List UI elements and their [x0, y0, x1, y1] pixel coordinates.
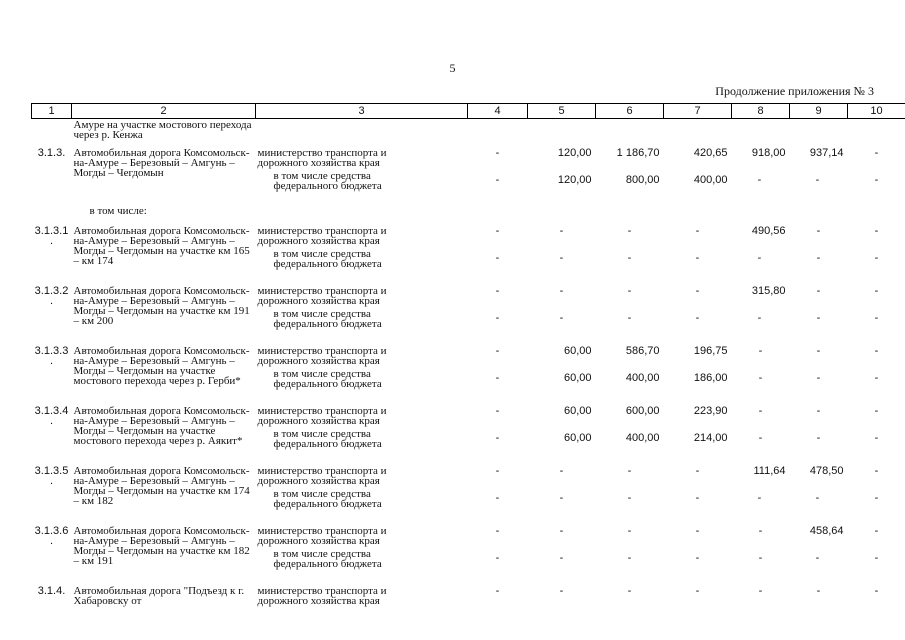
- value-cell: [732, 404, 790, 464]
- responsible-main: [258, 464, 466, 489]
- row-code: [32, 224, 72, 284]
- value-main: 458,64: [809, 525, 844, 537]
- value-main: -: [559, 225, 564, 237]
- col-header: 10: [848, 104, 905, 119]
- value-federal: -: [815, 492, 820, 504]
- value-main: -: [874, 147, 879, 159]
- row-name: Автомобильная дорога Комсомольск-на-Амуре – Березовый – Амгунь – Могды – Чегдомын на участке км 174 – км 182: [73, 465, 250, 507]
- value-main: -: [495, 225, 500, 237]
- value-federal: -: [559, 492, 564, 504]
- value-cell: [528, 146, 596, 202]
- value-main: 120,00: [557, 147, 592, 159]
- row-code-part: 3.1.3.5: [34, 465, 69, 477]
- in-total-label: в том числе:: [89, 205, 147, 217]
- value-cell: [596, 524, 664, 584]
- value-federal: -: [816, 432, 821, 444]
- value-main: -: [874, 465, 879, 477]
- value-main: 586,70: [625, 345, 660, 357]
- value-federal: -: [758, 432, 763, 444]
- empty-cell: [256, 202, 905, 224]
- value-cell: [790, 146, 848, 202]
- value-cell: [790, 584, 848, 624]
- table-body: [32, 119, 905, 625]
- table-row: [32, 146, 905, 202]
- value-cell: [848, 284, 905, 344]
- fragment-row: [32, 119, 905, 147]
- value-cell: [790, 524, 848, 584]
- value-main: -: [816, 285, 821, 297]
- row-name: Автомобильная дорога "Подъезд к г. Хабаровску от: [73, 585, 245, 607]
- federal-line: федерального бюджета: [273, 318, 382, 330]
- value-federal: -: [874, 312, 879, 324]
- value-main: 60,00: [563, 405, 592, 417]
- responsible-line: министерство транспорта и: [257, 525, 387, 537]
- federal-budget-note: [258, 369, 466, 389]
- responsible-line: министерство транспорта и: [257, 405, 387, 417]
- responsible-line: дорожного хозяйства края: [257, 295, 380, 307]
- federal-line: федерального бюджета: [273, 378, 382, 390]
- value-federal: -: [559, 252, 564, 264]
- value-federal: -: [559, 552, 564, 564]
- value-main: -: [559, 585, 564, 597]
- value-cell: [848, 146, 905, 202]
- budget-table: [31, 103, 905, 624]
- value-cell: [468, 584, 528, 624]
- value-federal: 120,00: [557, 174, 592, 186]
- value-federal: -: [495, 492, 500, 504]
- value-federal: -: [758, 552, 763, 564]
- value-main: -: [627, 225, 632, 237]
- value-main: -: [695, 285, 700, 297]
- value-main: 937,14: [809, 147, 844, 159]
- value-cell: [790, 224, 848, 284]
- value-main: -: [816, 405, 821, 417]
- value-federal: -: [495, 432, 500, 444]
- value-main: 315,80: [751, 285, 786, 297]
- responsible-line: дорожного хозяйства края: [257, 535, 380, 547]
- value-federal: -: [815, 552, 820, 564]
- responsible-line: министерство транспорта и: [257, 465, 387, 477]
- value-main: -: [627, 465, 632, 477]
- value-cell: [528, 584, 596, 624]
- federal-line: в том числе средства: [273, 488, 371, 500]
- value-cell: [732, 146, 790, 202]
- col-header: 4: [468, 104, 528, 119]
- row-code-part: 3.1.3.: [37, 147, 66, 159]
- value-cell: [848, 464, 905, 524]
- value-federal: 60,00: [563, 432, 592, 444]
- value-cell: [468, 146, 528, 202]
- value-cell: [468, 524, 528, 584]
- value-federal: -: [757, 312, 762, 324]
- row-code-part: .: [49, 355, 54, 367]
- federal-line: федерального бюджета: [273, 180, 382, 192]
- responsible-line: министерство транспорта и: [257, 345, 387, 357]
- row-code-part: 3.1.3.1: [34, 225, 69, 237]
- value-main: 111,64: [753, 465, 786, 477]
- responsible-line: дорожного хозяйства края: [257, 355, 380, 367]
- value-cell: [664, 146, 732, 202]
- value-federal: 400,00: [693, 174, 728, 186]
- row-name: Автомобильная дорога Комсомольск-на-Амуре – Березовый – Амгунь – Могды – Чегдомын на участке км 191 – км 200: [73, 285, 250, 327]
- value-federal: 800,00: [625, 174, 660, 186]
- value-cell: [664, 584, 732, 624]
- value-cell: [732, 584, 790, 624]
- value-cell: [468, 344, 528, 404]
- federal-line: федерального бюджета: [273, 438, 382, 450]
- value-federal: -: [495, 252, 500, 264]
- value-federal: -: [757, 252, 762, 264]
- value-main: -: [559, 525, 564, 537]
- responsible-main: [258, 584, 466, 609]
- row-name: Автомобильная дорога Комсомольск-на-Амуре – Березовый – Амгунь – Могды – Чегдомын: [73, 147, 250, 179]
- value-federal: -: [495, 552, 500, 564]
- col-header: 2: [72, 104, 256, 119]
- value-main: -: [559, 465, 564, 477]
- row-code-part: .: [49, 295, 54, 307]
- value-federal: -: [695, 312, 700, 324]
- federal-budget-note: [258, 249, 466, 269]
- col-header: 3: [256, 104, 468, 119]
- value-cell: [732, 344, 790, 404]
- federal-line: в том числе средства: [273, 248, 371, 260]
- value-cell: [468, 464, 528, 524]
- value-main: 223,90: [693, 405, 728, 417]
- responsible-line: дорожного хозяйства края: [257, 475, 380, 487]
- responsible-line: министерство транспорта и: [257, 147, 387, 159]
- value-main: -: [627, 525, 632, 537]
- value-main: -: [695, 525, 700, 537]
- value-cell: [732, 464, 790, 524]
- value-cell: [848, 584, 905, 624]
- value-main: -: [816, 225, 821, 237]
- value-federal: 214,00: [693, 432, 728, 444]
- value-federal: -: [495, 372, 500, 384]
- value-federal: -: [695, 252, 700, 264]
- value-cell: [596, 284, 664, 344]
- row-code-part: 3.1.3.3: [34, 345, 69, 357]
- value-main: -: [495, 147, 500, 159]
- responsible-cell: [256, 584, 468, 624]
- row-code-part: .: [49, 415, 54, 427]
- federal-line: в том числе средства: [273, 170, 371, 182]
- row-code: [32, 584, 72, 624]
- value-main: -: [816, 585, 821, 597]
- value-federal: -: [627, 552, 632, 564]
- subtotal-label-row: [32, 202, 905, 224]
- value-cell: [596, 146, 664, 202]
- table-row: [32, 464, 905, 524]
- col-header: 6: [596, 104, 664, 119]
- responsible-main: [258, 146, 466, 171]
- row-code-part: 3.1.4.: [37, 585, 66, 597]
- value-main: -: [816, 345, 821, 357]
- responsible-line: дорожного хозяйства края: [257, 235, 380, 247]
- value-cell: [596, 584, 664, 624]
- header-row: [32, 104, 905, 119]
- value-cell: [528, 344, 596, 404]
- value-federal: -: [874, 432, 879, 444]
- federal-budget-note: [258, 489, 466, 509]
- value-federal: -: [815, 174, 820, 186]
- value-main: -: [495, 525, 500, 537]
- value-cell: [596, 464, 664, 524]
- value-main: -: [758, 585, 763, 597]
- federal-budget-note: [258, 309, 466, 329]
- value-main: -: [495, 285, 500, 297]
- value-main: -: [874, 405, 879, 417]
- value-cell: [848, 344, 905, 404]
- col-header: 8: [732, 104, 790, 119]
- value-cell: [468, 224, 528, 284]
- row-code: [32, 284, 72, 344]
- federal-line: в том числе средства: [273, 428, 371, 440]
- value-cell: [790, 344, 848, 404]
- empty-cell: [32, 202, 72, 224]
- responsible-line: министерство транспорта и: [257, 285, 387, 297]
- row-code-part: 3.1.3.4: [34, 405, 69, 417]
- federal-budget-note: [258, 429, 466, 449]
- value-federal: -: [627, 252, 632, 264]
- federal-budget-note: [258, 549, 466, 569]
- row-code: [32, 146, 72, 202]
- federal-line: федерального бюджета: [273, 558, 382, 570]
- row-code: [32, 524, 72, 584]
- value-main: -: [874, 345, 879, 357]
- row-code-part: .: [49, 475, 54, 487]
- responsible-cell: [256, 224, 468, 284]
- responsible-line: дорожного хозяйства края: [257, 415, 380, 427]
- value-main: -: [559, 285, 564, 297]
- value-federal: -: [495, 174, 500, 186]
- value-cell: [528, 524, 596, 584]
- value-main: -: [874, 285, 879, 297]
- value-main: -: [758, 525, 763, 537]
- value-main: 1 186,70: [616, 147, 660, 159]
- col-header: 5: [528, 104, 596, 119]
- table-row: [32, 344, 905, 404]
- federal-line: федерального бюджета: [273, 258, 382, 270]
- value-main: -: [495, 465, 500, 477]
- value-cell: [664, 404, 732, 464]
- table-row: [32, 584, 905, 624]
- value-cell: [848, 524, 905, 584]
- value-main: -: [874, 525, 879, 537]
- value-main: 60,00: [563, 345, 592, 357]
- value-federal: -: [874, 372, 879, 384]
- value-main: -: [495, 345, 500, 357]
- value-federal: -: [758, 372, 763, 384]
- row-name: Автомобильная дорога Комсомольск-на-Амуре – Березовый – Амгунь – Могды – Чегдомын на участке мостового перехода через р. Герби*: [73, 345, 250, 387]
- value-main: -: [758, 405, 763, 417]
- responsible-main: [258, 344, 466, 369]
- top-fragment: Амуре на участке мостового перехода через р. Кенжа: [73, 119, 252, 141]
- value-main: 420,65: [693, 147, 728, 159]
- value-cell: [596, 344, 664, 404]
- value-cell: [790, 404, 848, 464]
- responsible-cell: [256, 284, 468, 344]
- federal-line: в том числе средства: [273, 308, 371, 320]
- table-row: [32, 404, 905, 464]
- value-cell: [848, 404, 905, 464]
- col-header: 7: [664, 104, 732, 119]
- value-main: -: [874, 585, 879, 597]
- value-federal: -: [495, 312, 500, 324]
- value-main: -: [695, 225, 700, 237]
- value-main: -: [495, 585, 500, 597]
- value-cell: [468, 404, 528, 464]
- page-number: 5: [449, 61, 456, 75]
- value-main: -: [627, 585, 632, 597]
- responsible-line: дорожного хозяйства края: [257, 595, 380, 607]
- value-federal: 60,00: [563, 372, 592, 384]
- value-federal: -: [559, 312, 564, 324]
- value-main: -: [495, 405, 500, 417]
- value-federal: -: [816, 252, 821, 264]
- responsible-cell: [256, 524, 468, 584]
- responsible-main: [258, 404, 466, 429]
- value-cell: [732, 524, 790, 584]
- value-main: 918,00: [751, 147, 786, 159]
- value-federal: -: [874, 492, 879, 504]
- value-federal: -: [874, 552, 879, 564]
- value-federal: -: [874, 252, 879, 264]
- responsible-line: дорожного хозяйства края: [257, 157, 380, 169]
- value-cell: [528, 284, 596, 344]
- row-code: [32, 344, 72, 404]
- row-code-part: 3.1.3.2: [34, 285, 69, 297]
- value-cell: [596, 224, 664, 284]
- responsible-line: министерство транспорта и: [257, 585, 387, 597]
- value-main: -: [627, 285, 632, 297]
- row-code-part: .: [49, 535, 54, 547]
- value-cell: [664, 524, 732, 584]
- value-main: 600,00: [625, 405, 660, 417]
- row-name: Автомобильная дорога Комсомольск-на-Амуре – Березовый – Амгунь – Могды – Чегдомын на участке км 165 – км 174: [73, 225, 250, 267]
- value-main: -: [695, 585, 700, 597]
- value-cell: [664, 224, 732, 284]
- federal-line: в том числе средства: [273, 368, 371, 380]
- value-federal: -: [627, 492, 632, 504]
- responsible-cell: [256, 344, 468, 404]
- value-cell: [848, 224, 905, 284]
- federal-line: в том числе средства: [273, 548, 371, 560]
- value-cell: [664, 344, 732, 404]
- value-federal: -: [757, 492, 762, 504]
- value-federal: -: [874, 174, 879, 186]
- col-header: 9: [790, 104, 848, 119]
- table-row: [32, 224, 905, 284]
- continuation-label: Продолжение приложения № 3: [715, 84, 874, 98]
- value-main: 196,75: [693, 345, 728, 357]
- value-federal: -: [627, 312, 632, 324]
- value-cell: [528, 404, 596, 464]
- federal-budget-note: [258, 171, 466, 191]
- table-row: [32, 524, 905, 584]
- value-cell: [732, 284, 790, 344]
- value-federal: -: [695, 552, 700, 564]
- row-name: Автомобильная дорога Комсомольск-на-Амуре – Березовый – Амгунь – Могды – Чегдомын на участке км 182 – км 191: [73, 525, 250, 567]
- federal-line: федерального бюджета: [273, 498, 382, 510]
- responsible-cell: [256, 464, 468, 524]
- value-federal: 186,00: [693, 372, 728, 384]
- value-federal: -: [816, 312, 821, 324]
- value-federal: 400,00: [625, 372, 660, 384]
- value-federal: -: [816, 372, 821, 384]
- value-cell: [790, 284, 848, 344]
- value-federal: -: [757, 174, 762, 186]
- row-code: [32, 404, 72, 464]
- value-cell: [596, 404, 664, 464]
- value-main: -: [695, 465, 700, 477]
- responsible-cell: [256, 146, 468, 202]
- value-main: 490,56: [751, 225, 786, 237]
- value-federal: -: [695, 492, 700, 504]
- responsible-main: [258, 524, 466, 549]
- responsible-main: [258, 284, 466, 309]
- value-cell: [790, 464, 848, 524]
- value-cell: [732, 224, 790, 284]
- value-cell: [664, 284, 732, 344]
- value-cell: [528, 224, 596, 284]
- value-federal: 400,00: [625, 432, 660, 444]
- row-code: [32, 464, 72, 524]
- value-main: -: [874, 225, 879, 237]
- table-row: [32, 284, 905, 344]
- value-cell: [528, 464, 596, 524]
- value-cell: [468, 284, 528, 344]
- responsible-line: министерство транспорта и: [257, 225, 387, 237]
- value-main: 478,50: [809, 465, 844, 477]
- responsible-cell: [256, 404, 468, 464]
- value-main: -: [758, 345, 763, 357]
- value-cell: [664, 464, 732, 524]
- row-code-part: 3.1.3.6: [34, 525, 69, 537]
- col-header: 1: [32, 104, 72, 119]
- row-name: Автомобильная дорога Комсомольск-на-Амуре – Березовый – Амгунь – Могды – Чегдомын на участке мостового перехода через р. Аякит*: [73, 405, 250, 447]
- responsible-main: [258, 224, 466, 249]
- row-code-part: .: [49, 235, 54, 247]
